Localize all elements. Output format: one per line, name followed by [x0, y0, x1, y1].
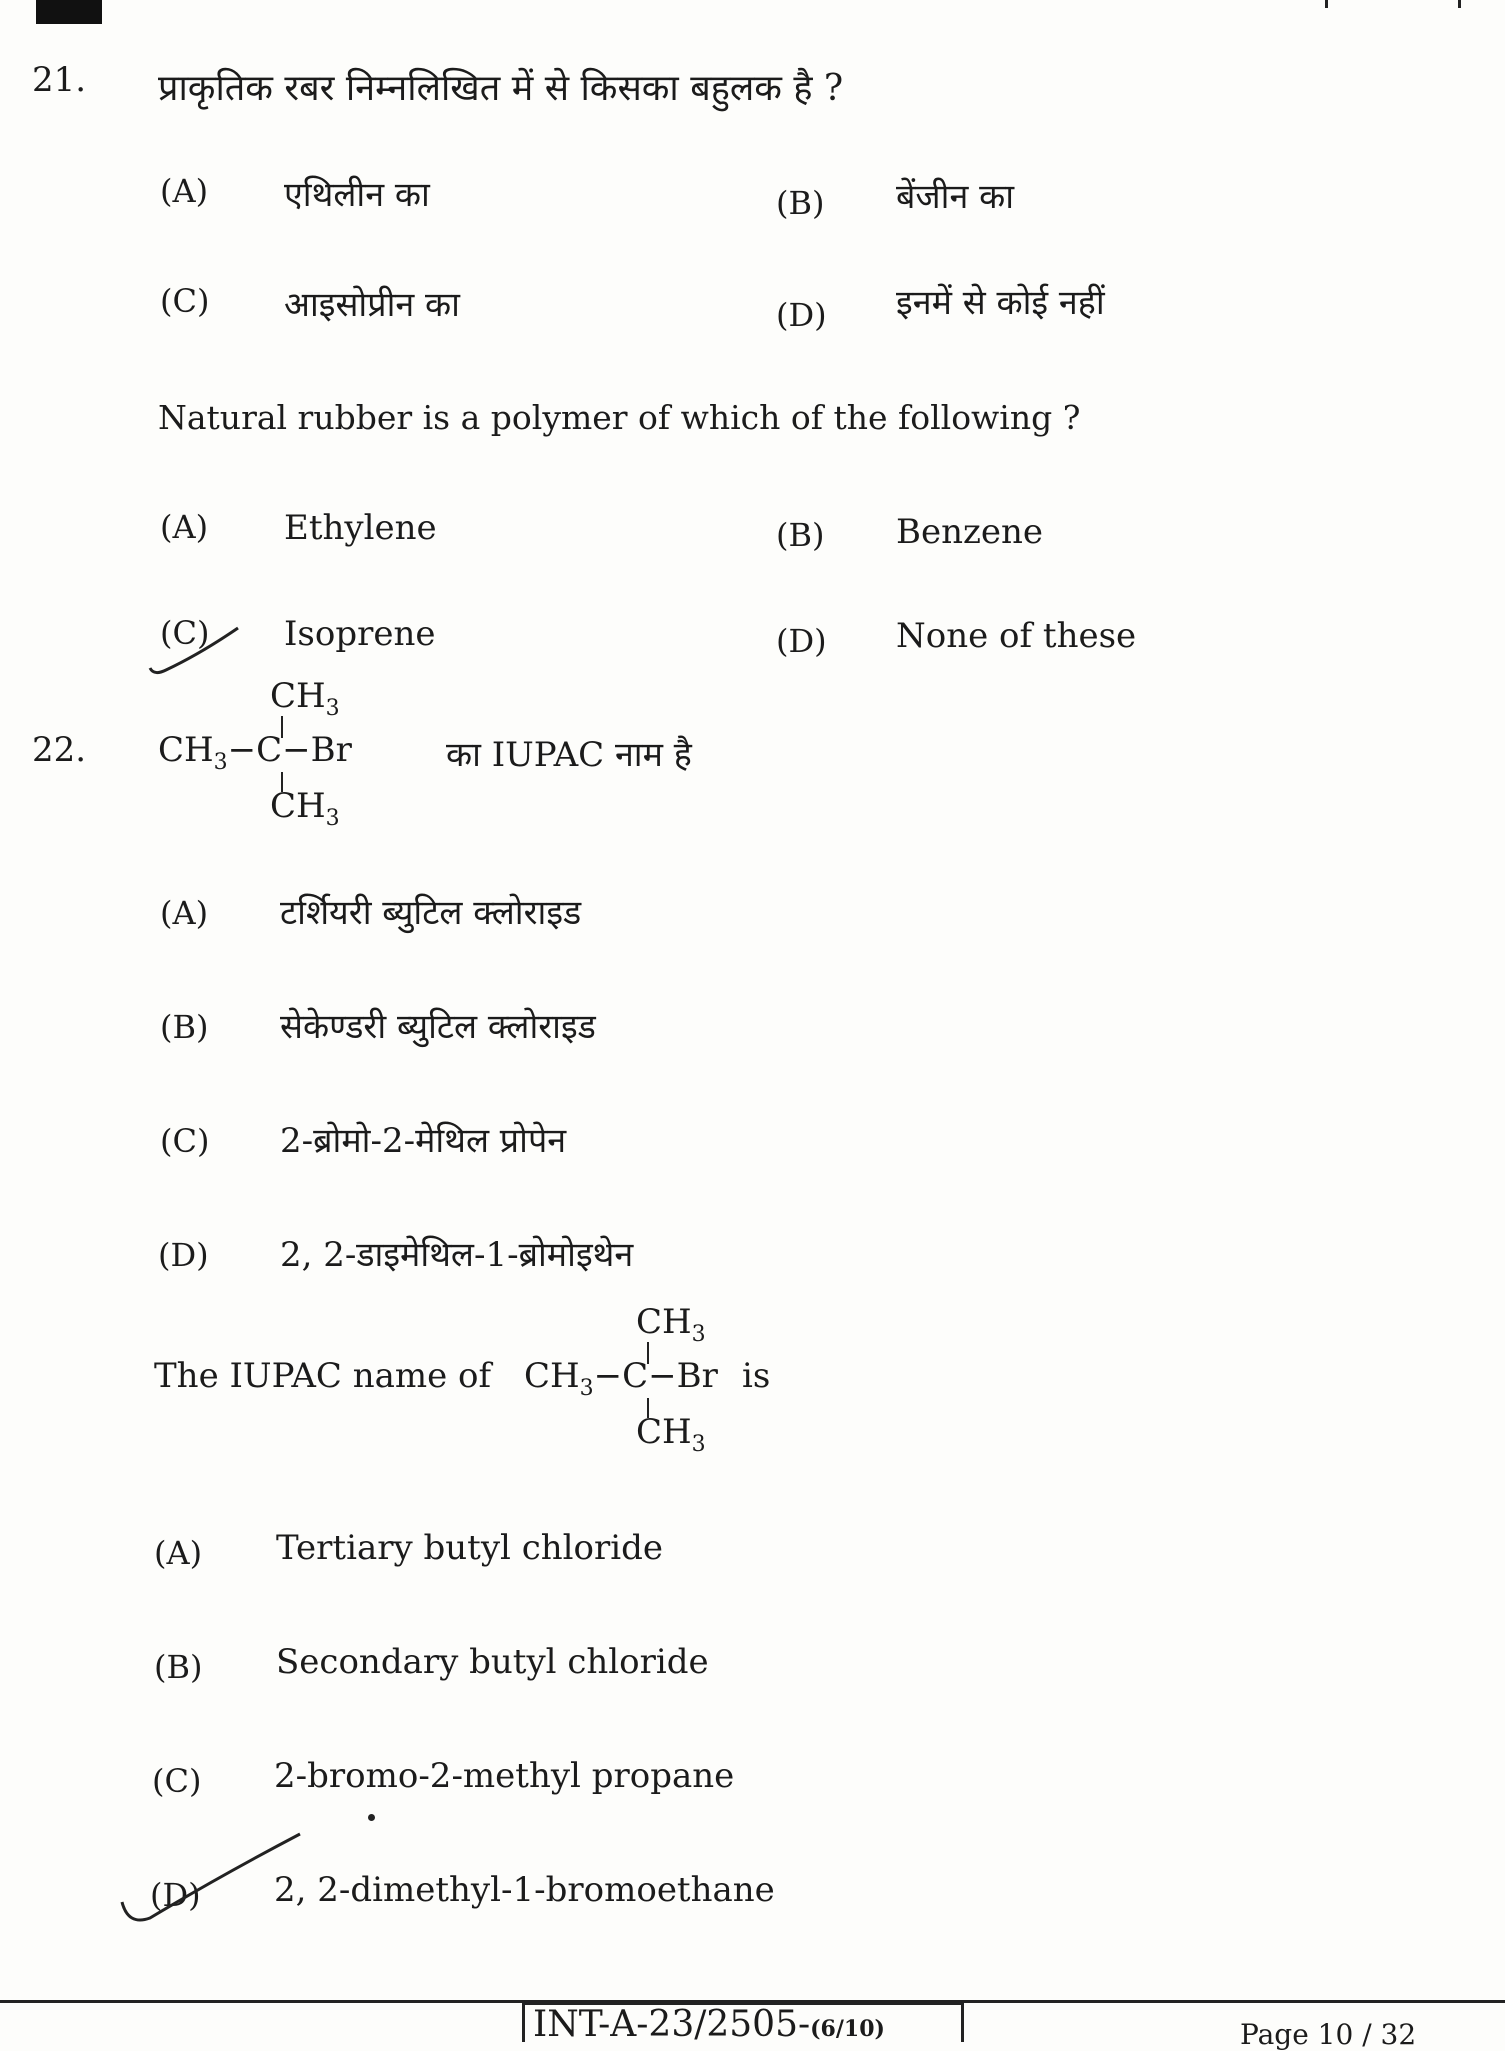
q22-answer-tick-mark — [110, 1826, 310, 1936]
q21-english-option-d-label: (D) — [776, 622, 827, 660]
q21-english-option-a-text: Ethylene — [284, 508, 437, 548]
q22-structure-top-ch3: $CH_3$ — [270, 676, 340, 721]
q22-hindi-option-c-text: 2-ब्रोमो-2-मेथिल प्रोपेन — [280, 1121, 567, 1161]
q21-english-option-b-label: (B) — [776, 516, 825, 554]
q22-hindi-option-b-text: सेकेण्डरी ब्युटिल क्लोराइड — [280, 1007, 596, 1047]
q22-en-structure-top-ch3: $CH_3$ — [636, 1302, 706, 1347]
q21-answer-tick-mark — [140, 610, 250, 680]
q22-hindi-option-a-label: (A) — [160, 894, 209, 932]
q22-hindi-suffix: का IUPAC नाम है — [446, 735, 692, 775]
question-21-number: 21. — [32, 60, 87, 100]
paper-code-box: INT-A-23/2505-(6/10) — [522, 2002, 964, 2042]
q21-hindi-option-a-label: (A) — [160, 172, 209, 210]
q22-english-option-b-text: Secondary butyl chloride — [276, 1642, 709, 1682]
ink-dot — [368, 1814, 375, 1821]
question-22-number: 22. — [32, 730, 87, 770]
q21-english-option-c-text: Isoprene — [284, 614, 436, 654]
page-number: Page 10 / 32 — [1240, 2018, 1417, 2051]
top-bracket-mark — [1325, 0, 1461, 8]
q21-hindi-option-b-label: (B) — [776, 184, 825, 222]
q22-english-option-b-label: (B) — [154, 1648, 203, 1686]
q22-structure-main-row: $CH_3-C-Br$ — [158, 730, 352, 775]
q21-hindi-option-c-text: आइसोप्रीन का — [284, 285, 460, 325]
q21-english-option-a-label: (A) — [160, 508, 209, 546]
q22-english-option-c-text: 2-bromo-2-methyl propane — [274, 1756, 735, 1796]
q22-hindi-option-b-label: (B) — [160, 1008, 209, 1046]
q21-english-option-d-text: None of these — [896, 616, 1137, 656]
q22-english-option-d-label: (D) — [150, 1876, 201, 1914]
q22-en-structure-main-row: $CH_3-C-Br$ — [524, 1356, 718, 1401]
q22-english-suffix: is — [742, 1356, 771, 1396]
q21-hindi-option-d-label: (D) — [776, 296, 827, 334]
question-21-english-text: Natural rubber is a polymer of which of the following ? — [158, 398, 1081, 437]
q22-english-option-d-text: 2, 2-dimethyl-1-bromoethane — [274, 1870, 775, 1910]
q21-hindi-option-c-label: (C) — [160, 282, 210, 320]
q22-english-option-c-label: (C) — [152, 1762, 202, 1800]
q22-en-structure-bottom-ch3: $CH_3$ — [636, 1412, 706, 1457]
q22-hindi-option-d-label: (D) — [158, 1236, 209, 1274]
q22-hindi-option-a-text: टर्शियरी ब्युटिल क्लोराइड — [280, 893, 582, 933]
q22-hindi-option-c-label: (C) — [160, 1122, 210, 1160]
q21-hindi-option-a-text: एथिलीन का — [284, 175, 430, 215]
page-corner-mark — [36, 0, 102, 24]
q22-structure-bottom-ch3: $CH_3$ — [270, 786, 340, 831]
question-21-hindi-text: प्राकृतिक रबर निम्नलिखित में से किसका बहुलक है ? — [158, 68, 844, 109]
q21-hindi-option-d-text: इनमें से कोई नहीं — [896, 283, 1105, 323]
q22-hindi-option-d-text: 2, 2-डाइमेथिल-1-ब्रोमोइथेन — [280, 1235, 634, 1275]
q22-english-option-a-text: Tertiary butyl chloride — [276, 1528, 663, 1568]
q22-english-option-a-label: (A) — [154, 1534, 203, 1572]
q21-english-option-b-text: Benzene — [896, 512, 1044, 552]
q21-english-option-c-label: (C) — [160, 614, 210, 652]
q22-english-prefix: The IUPAC name of — [154, 1356, 492, 1396]
q21-hindi-option-b-text: बेंजीन का — [896, 177, 1015, 217]
